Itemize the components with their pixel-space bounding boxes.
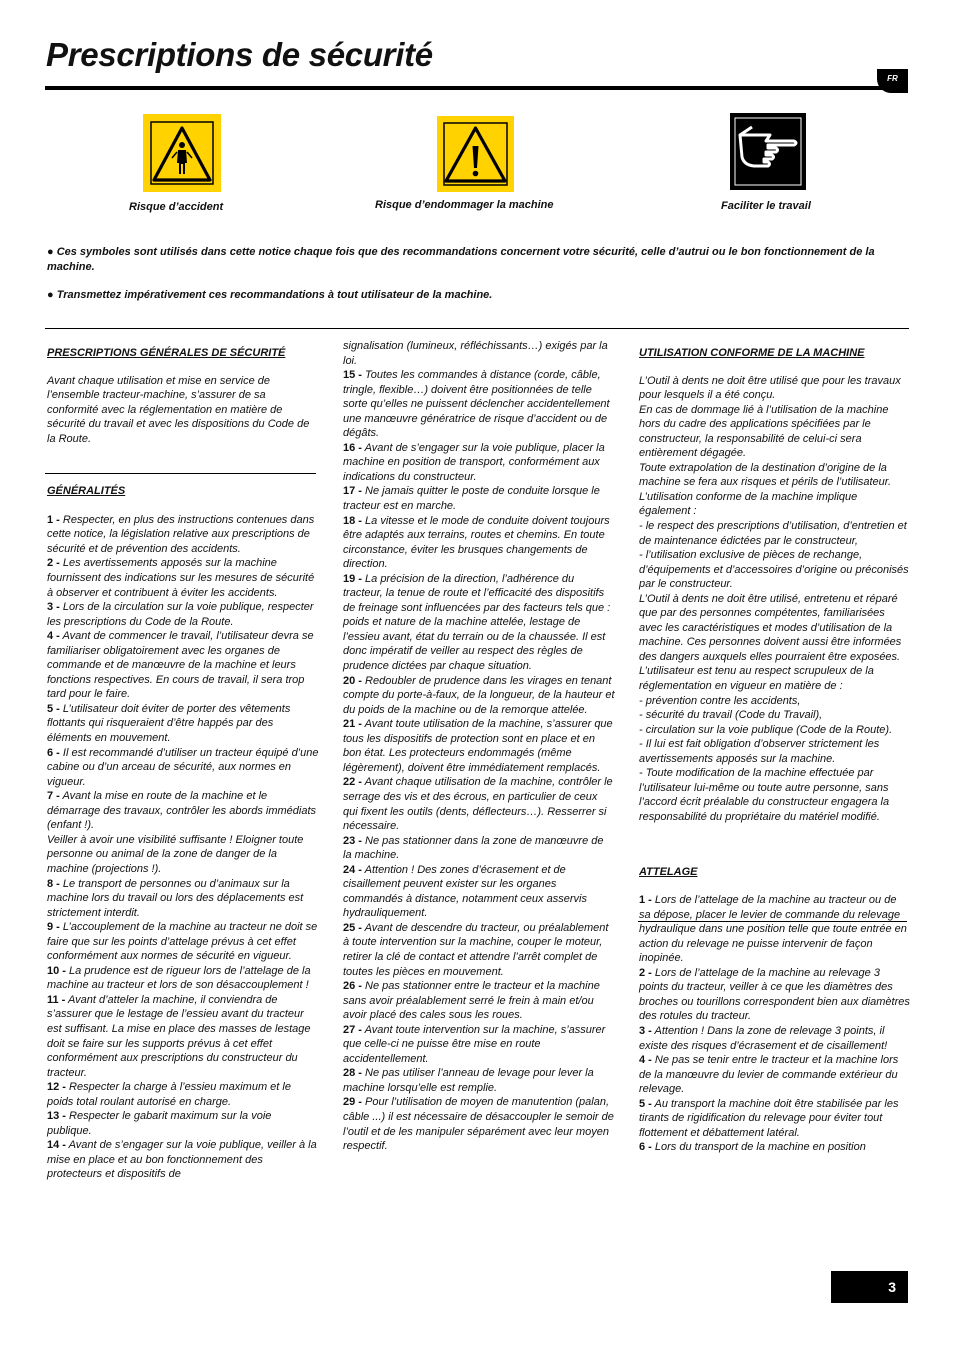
item-number: 3 - (47, 601, 60, 614)
continued-item-text: signalisation (lumineux, réfléchissants…) exigés par la loi. (343, 340, 608, 367)
item-number: 9 - (47, 921, 60, 934)
item-text: Avant toute utilisation de la machine, s’assurer que tous les dispositifs de protection sont en place et en bon état. Les protecteurs endommagés (même légèrement), doivent être immédiatement remplacés. (343, 718, 613, 774)
person-warning-icon (143, 114, 221, 192)
item-number: 21 - (343, 718, 362, 731)
exclamation-warning-icon (437, 116, 514, 192)
list-item (47, 964, 319, 993)
list-item (343, 1095, 615, 1153)
section-heading-generalites: GÉNÉRALITÉS (47, 485, 126, 498)
list-item (47, 600, 319, 629)
item-number: 22 - (343, 776, 362, 789)
list-item (47, 993, 319, 1080)
list-item (639, 966, 911, 1024)
item-text: Attention ! Des zones d’écrasement et de cisaillement peuvent exister sur les organes commandés à distance, notamment ceux asservis hydrauliquement. (343, 863, 587, 920)
item-number: 18 - (343, 514, 362, 527)
list-item (47, 1109, 319, 1138)
item-text: L’accouplement de la machine au tracteur ne doit se faire que sur les points d’attelage prévus à cet effet conformément aux normes de sécurité en vigueur. (47, 921, 318, 963)
item-text: Avant de s’engager sur la voie publique, placer la machine en position de transport, conformément aux indications du constructeur. (343, 441, 605, 483)
item-text: Toutes les commandes à distance (corde, câble, tringle, flexible…) doivent être positionnées de telle sorte qu’elles ne puissent déclencher accidentellement une manœuvre génératrice de risque d’accident ou de dégâts. (343, 369, 610, 440)
list-item (47, 789, 319, 876)
item-number: 10 - (47, 964, 66, 977)
symbol-label-accident: Risque d’accident (129, 201, 224, 213)
section-heading-intended-use: UTILISATION CONFORME DE LA MACHINE (639, 347, 865, 359)
item-text: Respecter, en plus des instructions contenues dans cette notice, la législation relative aux prescriptions de sécurité et de prévention des accidents. (47, 513, 315, 555)
item-number: 13 - (47, 1110, 66, 1123)
item-text: Avant chaque utilisation de la machine, contrôler le serrage des vis et des écrous, en particulier de ceux qui fixent les outils (dents, déflecteurs…). Resserrer si nécessaire. (343, 776, 613, 833)
page-title: Prescriptions de sécurité (46, 36, 433, 73)
column-2 (343, 339, 615, 1154)
item-text: Lors de l’attelage de la machine au relevage 3 points du tracteur, veiller à ce que les diamètres des broches ou tourillons correspondent bien aux diamètres des rotules du tracteur. (639, 966, 910, 1023)
item-number: 4 - (47, 630, 60, 643)
item-text: Ne jamais quitter le poste de conduite lorsque le tracteur est en marche. (343, 485, 600, 513)
item-number: 25 - (343, 921, 362, 934)
item-number: 5 - (639, 1097, 652, 1110)
item-number: 2 - (47, 557, 60, 570)
list-item (47, 702, 319, 746)
item-number: 27 - (343, 1023, 362, 1036)
item-text: Redoubler de prudence dans les virages en tenant compte du porte-à-faux, de la longueur, de la hauteur et du poids de la machine ou de la remorque attelée. (343, 674, 615, 716)
list-item (343, 863, 615, 921)
list-item (47, 746, 319, 790)
list-item (47, 1080, 319, 1109)
item-text: Lors de l’attelage de la machine au tracteur ou de sa dépose, placer le levier de commande du relevage hydraulique dans une position telle que toute entrée en action du relevage ne puisse intervenir de façon inopinée. (639, 894, 907, 965)
list-item (639, 1097, 911, 1141)
list-item (639, 893, 911, 966)
item-number: 15 - (343, 369, 362, 382)
list-item (47, 1138, 319, 1182)
page-number: 3 (831, 1271, 908, 1303)
list-item (343, 921, 615, 979)
list-item (343, 1023, 615, 1067)
item-number: 2 - (639, 966, 652, 979)
item-text: Avant toute intervention sur la machine, s’assurer que celle-ci ne puisse être mise en route accidentellement. (343, 1023, 606, 1065)
item-number: 29 - (343, 1096, 362, 1109)
item-number: 3 - (639, 1024, 652, 1037)
item-text: Ne pas stationner dans la zone de manœuvre de la machine. (343, 834, 604, 862)
item-number: 5 - (47, 702, 60, 715)
list-item (343, 514, 615, 572)
generalites-list (47, 513, 319, 1182)
item-number: 23 - (343, 834, 362, 847)
item-text: Avant la mise en route de la machine et le démarrage des travaux, contrôler les abords immédiats (enfant !). Veiller à avoir une visibilité suffisante ! Eloigner toute personne ou animal de la zone de danger de la machine (projections !). (47, 790, 317, 875)
item-text: Pour l’utilisation de moyen de manutention (palan, câble ...) il est nécessaire de désaccoupler le semoir de l’outil et de les manipuler séparément avec leur moyen respectif. (343, 1096, 614, 1153)
title-rule (45, 86, 908, 90)
list-item (47, 877, 319, 921)
item-text: Ne pas utiliser l’anneau de levage pour lever la machine lorsqu’elle est remplie. (343, 1067, 594, 1094)
item-number: 17 - (343, 485, 362, 498)
item-text: La prudence est de rigueur lors de l’attelage de la machine au tracteur et lors de son désaccouplement ! (47, 964, 311, 992)
item-text: Avant de commencer le travail, l’utilisateur devra se familiariser obligatoirement avec les organes de commande et de manœuvre de la machine et leurs fonctions respectives. En cours de travail, il sera trop tard pour le faire. (47, 630, 314, 701)
item-number: 6 - (47, 746, 60, 759)
item-number: 24 - (343, 863, 362, 876)
list-item (343, 484, 615, 513)
item-text: Au transport la machine doit être stabilisée par les tirants de rigidification du relevage pour éviter tout flottement et débattement latéral. (639, 1097, 899, 1139)
item-number: 28 - (343, 1067, 362, 1080)
column-1 (47, 346, 319, 1182)
item-text: Ne pas se tenir entre le tracteur et la machine lors de la manœuvre du levier de commande extérieur du relevage. (639, 1054, 899, 1096)
symbol-label-facilitate-work: Faciliter le travail (721, 200, 811, 212)
item-text: Il est recommandé d’utiliser un tracteur équipé d’une cabine ou d’un arceau de sécurité, aux normes en vigueur. (47, 746, 319, 788)
item-text: La précision de la direction, l’adhérence du tracteur, la tenue de route et l’efficacité des dispositifs de freinage sont influencées par des facteurs tels que : poids et nature de la machine attelée, lestage de l’essieu avant, état du terrain ou de la chaussée. Il est donc impératif de veiller au respect des règles de prudence dictées par chaque situation. (343, 572, 611, 673)
item-number: 14 - (47, 1139, 66, 1152)
list-item (343, 834, 615, 863)
top-divider (45, 328, 909, 329)
item-number: 11 - (47, 993, 66, 1006)
section-heading-general-safety: PRESCRIPTIONS GÉNÉRALES DE SÉCURITÉ (47, 347, 286, 359)
item-text: Ne pas stationner entre le tracteur et la machine sans avoir préalablement serré le frein à main et/ou avoir placé des cales sous les roues. (343, 980, 600, 1022)
list-item (343, 674, 615, 718)
section-heading-attelage: ATTELAGE (639, 865, 698, 878)
list-item (639, 1024, 911, 1053)
item-number: 8 - (47, 877, 60, 890)
list-item (47, 920, 319, 964)
pointing-hand-icon (730, 113, 806, 190)
list-item (639, 1140, 911, 1155)
list-item (47, 513, 319, 557)
item-text: Les avertissements apposés sur la machine fournissent des indications sur les mesures de sécurité à observer et contribuent à éviter les accidents. (47, 557, 315, 599)
intro-text-symbols: ● Ces symboles sont utilisés dans cette notice chaque fois que des recommandations concernent votre sécurité, celle d’autrui ou le bon fonctionnement de la machine. (47, 246, 875, 273)
item-text: Avant de s’engager sur la voie publique, veiller à la mise en place et au bon fonctionnement des protecteurs et dispositifs de (47, 1139, 317, 1181)
list-item (47, 556, 319, 600)
item-text: Le transport de personnes ou d’animaux sur la machine lors du travail ou lors des déplacements est strictement interdit. (47, 877, 304, 919)
list-item (343, 717, 615, 775)
item-text: Respecter la charge à l’essieu maximum et le poids total roulant autorisé en charge. (47, 1081, 291, 1108)
intro-text-transmit: ● Transmettez impérativement ces recommandations à tout utilisateur de la machine. (47, 289, 493, 301)
item-text: La vitesse et le mode de conduite doivent toujours être adaptés aux terrains, routes et chemins. En toute circonstance, éviter les brusques changements de direction. (343, 514, 610, 571)
list-item (343, 572, 615, 674)
intended-use-text: L’Outil à dents ne doit être utilisé que pour les travaux pour lesquels il a été conçu. En cas de dommage lié à l’utilisation de la machine hors du cadre des applications spécifiées par le constructeur, la responsabilité de celui-ci sera entièrement dégagée. Toute extrapolation de la destination d’origine de la machine se fera aux risques et périls de l’utilisateur. L’utilisation conforme de la machine implique également : - le respect des prescriptions d’utilisation, d’entretien et de maintenance édictées par le constructeur, - l’utilisation exclusive de pièces de rechange, d’équipements et d’accessoires d’origine ou préconisés par le constructeur. L’Outil à dents ne doit être utilisé, entretenu et réparé que par des personnes compétentes, familiarisées avec les caractéristiques et modes d’utilisation de la machine. Ces personnes doivent aussi être informées des dangers auxquels elles pourraient être exposées. L’utilisateur est tenu au respect scrupuleux de la réglementation en vigueur en matière de : - prévention contre les accidents, - sécurité du travail (Code du Travail), - circulation sur la voie publique (Code de la Route). - Il lui est fait obligation d’observer strictement les avertissements apposés sur la machine. - Toute modification de la machine effectuée par l’utilisateur lui-même ou toute autre personne, sans l’accord écrit préalable du constructeur engagera la responsabilité du propriétaire du matériel modifié. (639, 374, 909, 823)
column-3 (639, 346, 911, 1155)
item-number: 19 - (343, 572, 362, 585)
attelage-list (639, 893, 911, 1155)
item-number: 26 - (343, 980, 362, 993)
item-number: 20 - (343, 674, 362, 687)
item-text: Lors du transport de la machine en position (651, 1141, 866, 1154)
item-text: L’utilisateur doit éviter de porter des vêtements flottants qui risqueraient d’être happés par des éléments en mouvement. (47, 702, 291, 745)
list-item (47, 629, 319, 702)
general-safety-paragraph: Avant chaque utilisation et mise en service de l’ensemble tracteur-machine, s’assurer de sa conformité avec la réglementation en matière de sécurité du travail et avec les dispositions du Code de la Route. (47, 374, 310, 445)
list-item (343, 775, 615, 833)
item-text: Attention ! Dans la zone de relevage 3 points, il existe des risques d’écrasement et de cisaillement! (639, 1024, 888, 1052)
item-number: 1 - (639, 894, 652, 907)
item-text: Respecter le gabarit maximum sur la voie publique. (47, 1110, 272, 1137)
generalites-list-continued (343, 368, 615, 1154)
list-item (343, 441, 615, 485)
list-item (343, 1066, 615, 1095)
list-item (343, 979, 615, 1023)
item-text: Lors de la circulation sur la voie publique, respecter les prescriptions du Code de la Route. (47, 601, 314, 628)
item-number: 16 - (343, 441, 362, 454)
item-number: 6 - (639, 1141, 652, 1154)
item-number: 1 - (47, 513, 60, 526)
item-number: 4 - (639, 1054, 652, 1067)
item-text: Avant de descendre du tracteur, ou préalablement à toute intervention sur la machine, couper le moteur, retirer la clé de contact et attendre l’arrêt complet de toutes les pièces en mouvement. (343, 921, 609, 978)
symbol-label-machine-damage: Risque d’endommager la machine (375, 199, 554, 211)
item-number: 7 - (47, 790, 60, 803)
list-item (343, 368, 615, 441)
item-text: Avant d’atteler la machine, il conviendra de s’assurer que le lestage de l’essieu avant du tracteur est suffisant. La mise en place des masses de lestage doit se faire sur les supports prévus à cet effet conformément aux prescriptions du constructeur du tracteur. (47, 993, 311, 1079)
item-number: 12 - (47, 1081, 66, 1094)
language-tab: FR (877, 69, 908, 93)
list-item (639, 1053, 911, 1097)
